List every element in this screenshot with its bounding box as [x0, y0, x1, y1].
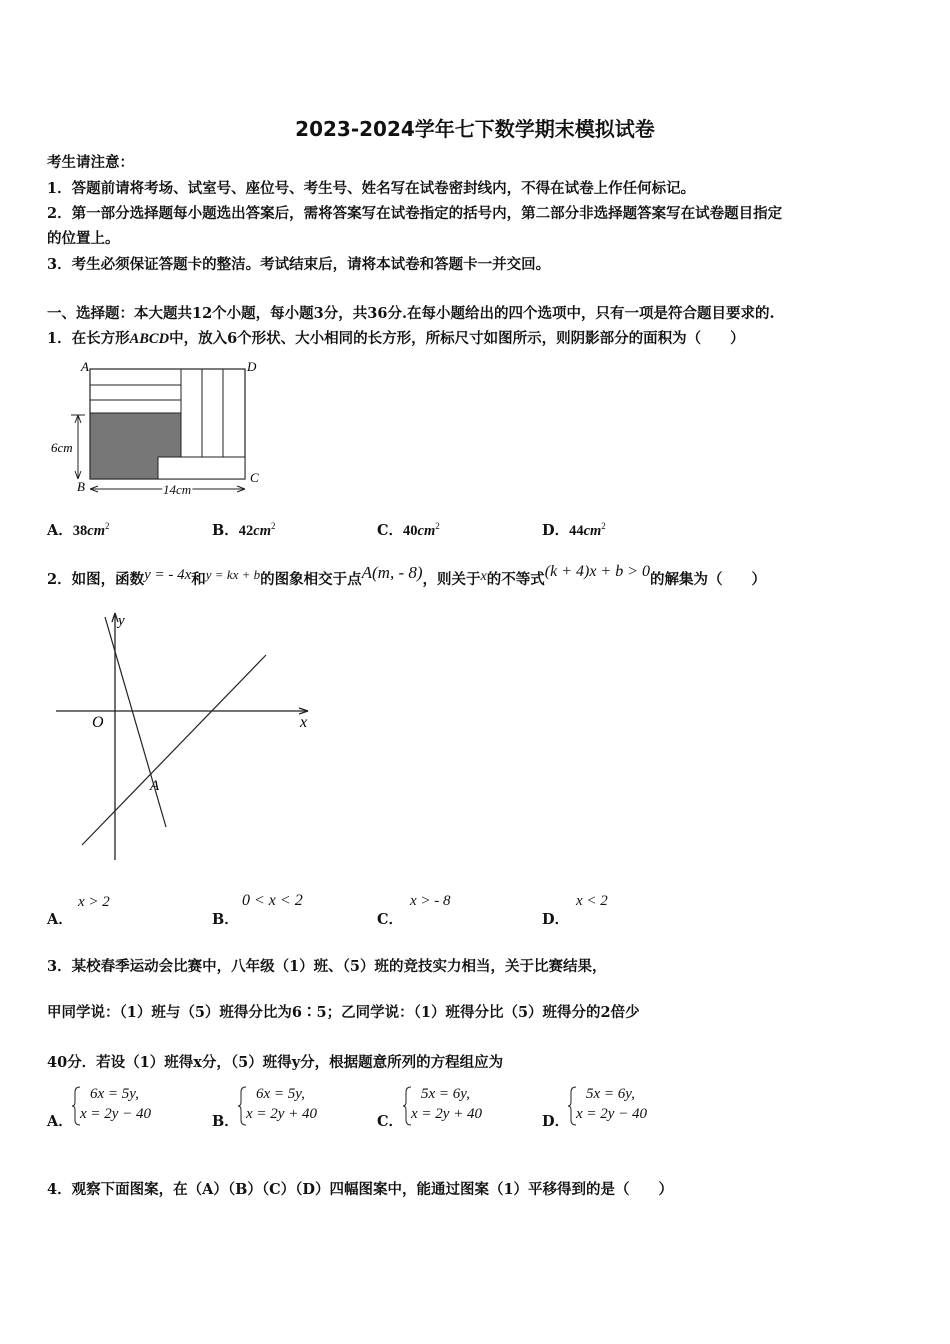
q1-label-6cm: 6cm: [51, 440, 73, 455]
q1-option-d-unit: cm: [583, 523, 602, 539]
q3-option-d-eq2: x = 2y − 40: [576, 1106, 648, 1122]
q3-line-3: 40分．若设（1）班得x分，（5）班得y分，根据题意所列的方程组应为: [47, 1054, 504, 1071]
q1-option-c[interactable]: [377, 519, 440, 540]
q2-label-A: A: [150, 778, 160, 794]
q1-label-14cm: 14cm: [163, 482, 192, 497]
notice-item-3: 3．考生必须保证答题卡的整洁。考试结束后，请将本试卷和答题卡一并交回。: [47, 256, 551, 273]
q1-option-b-letter: B．: [212, 522, 239, 539]
q1-option-a-value: 38: [72, 523, 88, 539]
q1-option-c-letter: C．: [377, 522, 404, 539]
q1-option-a[interactable]: [47, 519, 109, 540]
q1-post: 中，放入6个形状、大小相同的长方形，所标尺寸如图所示，则阴影部分的面积为（ ）: [169, 330, 745, 347]
q2-post: 的解集为（ ）: [650, 571, 767, 588]
q2-option-a-letter: A．: [47, 911, 73, 928]
q3-option-a-eq1: 6x = 5y,: [90, 1086, 139, 1102]
notice-item-2: 2．第一部分选择题每小题选出答案后，需将答案写在试卷指定的括号内，第二部分非选择题答案写在试卷题目指定: [47, 205, 783, 222]
q1-label-C: C: [250, 470, 259, 485]
q3-option-c[interactable]: [377, 1110, 403, 1131]
q2-label-x: x: [300, 714, 308, 731]
q2-func1: y = - 4x: [144, 567, 192, 583]
q2-func2: y = kx + b: [205, 567, 261, 582]
q3-option-c-eq2: x = 2y + 40: [411, 1106, 483, 1122]
notice-item-1: 1．答题前请将考场、试室号、座位号、考生号、姓名写在试卷密封线内，不得在试卷上作任何标记。: [47, 180, 696, 197]
q1-figure: [45, 355, 275, 505]
q3-option-d-eq1: 5x = 6y,: [586, 1086, 635, 1102]
q1-var: ABCD: [129, 331, 170, 347]
q1-label-B: B: [77, 479, 85, 494]
q2-option-a[interactable]: [47, 908, 73, 929]
q3-option-a[interactable]: [47, 1110, 73, 1131]
q3-option-b[interactable]: [212, 1110, 239, 1131]
page-title: 2023-2024学年七下数学期末模拟试卷: [295, 117, 655, 141]
q1-option-a-letter: A．: [47, 522, 73, 539]
q2-mid2: ，则关于: [422, 571, 481, 588]
q3-option-a-eq2: x = 2y − 40: [80, 1106, 152, 1122]
q2-mid: 的图象相交于点: [260, 571, 362, 588]
q3-line-1: 3．某校春季运动会比赛中，八年级（1）班、（5）班的竞技实力相当，关于比赛结果，: [47, 958, 607, 975]
q2-point: A(m, - 8): [361, 563, 423, 582]
q2-option-b[interactable]: [212, 908, 239, 929]
q3-line-2: 甲同学说：（1）班与（5）班得分比为6∶5；乙同学说：（1）班得分比（5）班得分的2倍少: [47, 1004, 640, 1021]
q3-option-a-letter: A．: [47, 1113, 73, 1130]
q2-line-y-neg4x: [105, 617, 166, 827]
q1-option-d[interactable]: [542, 519, 606, 540]
q1-option-c-value: 40: [403, 523, 418, 539]
q3-option-d-letter: D．: [542, 1113, 570, 1130]
q2-option-a-value: x > 2: [78, 894, 110, 910]
q1-option-c-sup: 2: [435, 521, 440, 532]
q2-option-d[interactable]: [542, 908, 569, 929]
q3-option-b-eq2: x = 2y + 40: [246, 1106, 318, 1122]
q1-option-c-unit: cm: [417, 523, 436, 539]
q1-option-a-sup: 2: [104, 521, 110, 532]
q2-option-d-letter: D．: [542, 911, 570, 928]
notice-heading: 考生请注意：: [47, 154, 134, 171]
q4-stem: 4．观察下面图案，在（A）（B）（C）（D）四幅图案中，能通过图案（1）平移得到的是（ ）: [47, 1181, 674, 1198]
q3-option-b-eq1: 6x = 5y,: [256, 1086, 305, 1102]
q2-figure: [48, 605, 328, 870]
q2-option-c[interactable]: [377, 908, 403, 929]
q1-option-b[interactable]: [212, 519, 275, 540]
q3-option-b-letter: B．: [212, 1113, 239, 1130]
q1-pre: 1．在长方形: [47, 330, 130, 347]
q2-option-d-value: x < 2: [576, 893, 608, 909]
q1-option-d-sup: 2: [601, 521, 606, 532]
q3-option-c-letter: C．: [377, 1113, 404, 1130]
q2-option-c-letter: C．: [377, 911, 404, 928]
q2-line-kx-b: [82, 655, 266, 845]
q2-pre: 2．如图，函数: [47, 571, 145, 588]
q1-option-b-unit: cm: [253, 523, 271, 539]
notice-item-2-cont: 的位置上。: [47, 230, 120, 247]
q2-option-c-value: x > - 8: [410, 893, 451, 909]
q2-inequality: (k + 4)x + b > 0: [544, 563, 651, 580]
q2-option-b-value: 0 < x < 2: [242, 892, 303, 909]
q1-option-a-unit: cm: [87, 523, 105, 539]
q2-label-O: O: [92, 714, 104, 731]
q3-option-d[interactable]: [542, 1110, 569, 1131]
q2-var-x: x: [480, 569, 487, 584]
q1-label-A: A: [81, 359, 89, 374]
q2-label-y: y: [118, 613, 125, 629]
section-heading: 一、选择题：本大题共12个小题，每小题3分，共36分.在每小题给出的四个选项中，只有一项是符合题目要求的.: [47, 305, 775, 322]
q1-label-D: D: [247, 359, 257, 374]
q1-option-b-value: 42: [238, 523, 254, 539]
q2-stem: [47, 557, 766, 587]
q1-option-b-sup: 2: [270, 521, 276, 532]
q1-option-d-letter: D．: [542, 522, 570, 539]
q2-mid3: 的不等式: [486, 571, 545, 588]
q2-and: 和: [191, 571, 206, 588]
q2-option-b-letter: B．: [212, 911, 239, 928]
q1-stem: [47, 327, 745, 348]
q1-option-d-value: 44: [569, 523, 584, 539]
q3-option-c-eq1: 5x = 6y,: [421, 1086, 470, 1102]
